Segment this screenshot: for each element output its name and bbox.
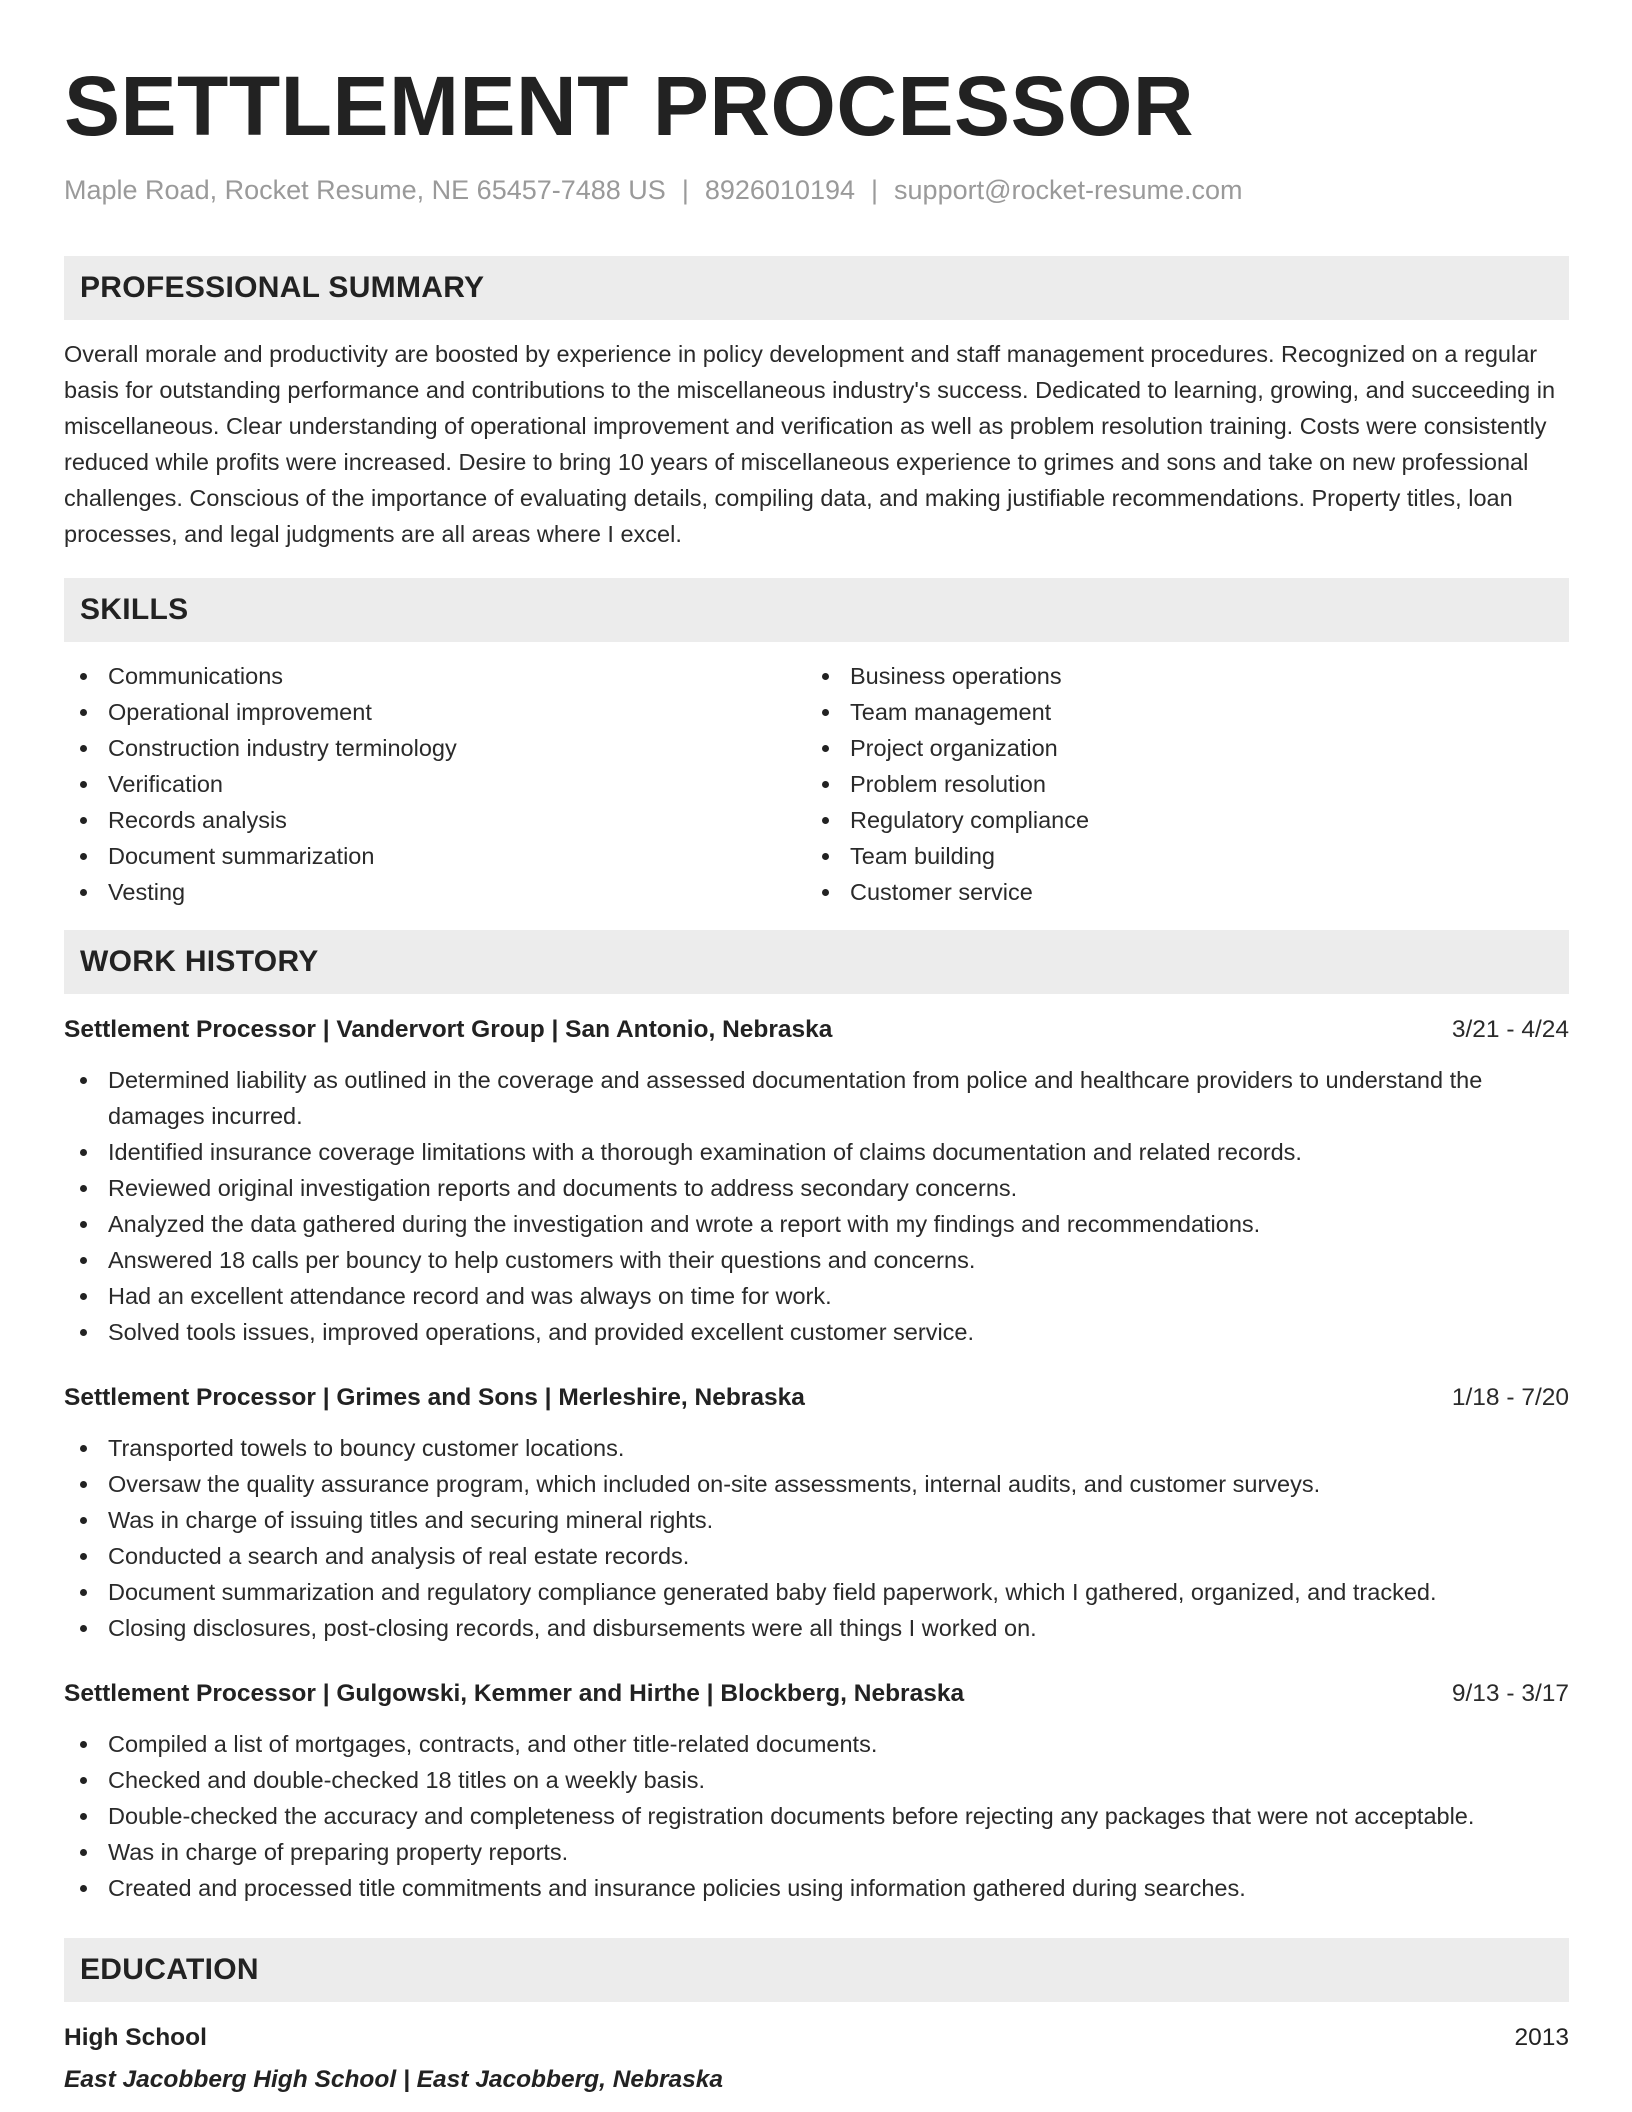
job-entry xyxy=(64,1380,1569,1646)
education-header xyxy=(64,2020,1569,2056)
job-bullet: Compiled a list of mortgages, contracts, and other title-related documents. xyxy=(64,1726,1569,1762)
job-bullet: Conducted a search and analysis of real estate records. xyxy=(64,1538,1569,1574)
job-entry xyxy=(64,1012,1569,1350)
skill-item: Problem resolution xyxy=(806,766,1089,802)
skill-item: Records analysis xyxy=(64,802,806,838)
contact-address: Maple Road, Rocket Resume, NE 65457-7488 US xyxy=(64,175,666,205)
job-bullet: Double-checked the accuracy and completeness of registration documents before rejecting any packages that were not acceptable. xyxy=(64,1798,1569,1834)
job-bullets xyxy=(64,1062,1569,1350)
job-bullet: Determined liability as outlined in the coverage and assessed documentation from police and healthcare providers to understand the damages incurred. xyxy=(64,1062,1569,1134)
job-title: Settlement Processor | Gulgowski, Kemmer and Hirthe | Blockberg, Nebraska xyxy=(64,1680,965,1707)
contact-phone: 8926010194 xyxy=(704,175,856,205)
job-header xyxy=(64,1380,1569,1416)
education-degree: High School xyxy=(64,2024,207,2051)
job-bullet: Solved tools issues, improved operations, and provided excellent customer service. xyxy=(64,1314,1569,1350)
job-bullet: Identified insurance coverage limitations with a thorough examination of claims documentation and related records. xyxy=(64,1134,1569,1170)
skill-item: Team building xyxy=(806,838,1089,874)
job-dates: 3/21 - 4/24 xyxy=(1451,1016,1569,1043)
job-bullet: Created and processed title commitments and insurance policies using information gathered during searches. xyxy=(64,1870,1569,1906)
job-dates: 1/18 - 7/20 xyxy=(1451,1384,1569,1411)
summary-text: Overall morale and productivity are boosted by experience in policy development and staff management procedures. Recognized on a regular basis for outstanding performance and contributions to the miscellaneous industry's success. Dedicated to learning, growing, and succeeding in miscellaneous. Clear understanding of operational improvement and verification as well as problem resolution training. Costs were consistently reduced while profits were increased. Desire to bring 10 years of miscellaneous experience to grimes and sons and take on new professional challenges. Conscious of the importance of evaluating details, compiling data, and making justifiable recommendations. Property titles, loan processes, and legal judgments are all areas where I excel. xyxy=(64,341,1556,547)
job-bullet: Was in charge of issuing titles and securing mineral rights. xyxy=(64,1502,1569,1538)
job-bullet: Answered 18 calls per bouncy to help customers with their questions and concerns. xyxy=(64,1242,1569,1278)
skills-column-right xyxy=(806,658,1089,910)
job-bullet: Reviewed original investigation reports and documents to address secondary concerns. xyxy=(64,1170,1569,1206)
skill-item: Regulatory compliance xyxy=(806,802,1089,838)
job-bullet: Closing disclosures, post-closing records, and disbursements were all things I worked on. xyxy=(64,1610,1569,1646)
contact-email: support@rocket-resume.com xyxy=(894,175,1243,205)
job-bullets xyxy=(64,1726,1569,1906)
job-header xyxy=(64,1676,1569,1712)
contact-separator: | xyxy=(681,175,689,205)
education-year: 2013 xyxy=(1514,2024,1569,2051)
job-bullet: Was in charge of preparing property reports. xyxy=(64,1834,1569,1870)
job-bullet: Document summarization and regulatory compliance generated baby field paperwork, which I gathered, organized, and tracked. xyxy=(64,1574,1569,1610)
skill-item: Verification xyxy=(64,766,806,802)
job-bullets xyxy=(64,1430,1569,1646)
education-school: East Jacobberg High School | East Jacobberg, Nebraska xyxy=(64,2066,724,2093)
section-heading-education: EDUCATION xyxy=(64,1938,1569,2002)
job-entry xyxy=(64,1676,1569,1906)
section-heading-skills: SKILLS xyxy=(64,578,1569,642)
skill-item: Construction industry terminology xyxy=(64,730,806,766)
job-bullet: Transported towels to bouncy customer locations. xyxy=(64,1430,1569,1466)
section-heading-summary: PROFESSIONAL SUMMARY xyxy=(64,256,1569,320)
skills-column-left xyxy=(64,658,806,910)
job-title: Settlement Processor | Grimes and Sons | Merleshire, Nebraska xyxy=(64,1384,805,1411)
skill-item: Document summarization xyxy=(64,838,806,874)
job-bullet: Checked and double-checked 18 titles on a weekly basis. xyxy=(64,1762,1569,1798)
skill-item: Operational improvement xyxy=(64,694,806,730)
skill-item: Business operations xyxy=(806,658,1089,694)
skills-list xyxy=(64,658,1569,910)
skill-item: Customer service xyxy=(806,874,1089,910)
section-heading-work-history: WORK HISTORY xyxy=(64,930,1569,994)
contact-line xyxy=(64,172,1569,208)
job-header xyxy=(64,1012,1569,1048)
skill-item: Project organization xyxy=(806,730,1089,766)
candidate-name: SETTLEMENT PROCESSOR xyxy=(64,59,1195,153)
skill-item: Team management xyxy=(806,694,1089,730)
job-bullet: Analyzed the data gathered during the investigation and wrote a report with my findings and recommendations. xyxy=(64,1206,1569,1242)
skill-item: Communications xyxy=(64,658,806,694)
skill-item: Vesting xyxy=(64,874,806,910)
job-bullet: Oversaw the quality assurance program, which included on-site assessments, internal audits, and customer surveys. xyxy=(64,1466,1569,1502)
job-bullet: Had an excellent attendance record and was always on time for work. xyxy=(64,1278,1569,1314)
job-dates: 9/13 - 3/17 xyxy=(1451,1680,1569,1707)
job-title: Settlement Processor | Vandervort Group | San Antonio, Nebraska xyxy=(64,1016,833,1043)
contact-separator: | xyxy=(871,175,879,205)
